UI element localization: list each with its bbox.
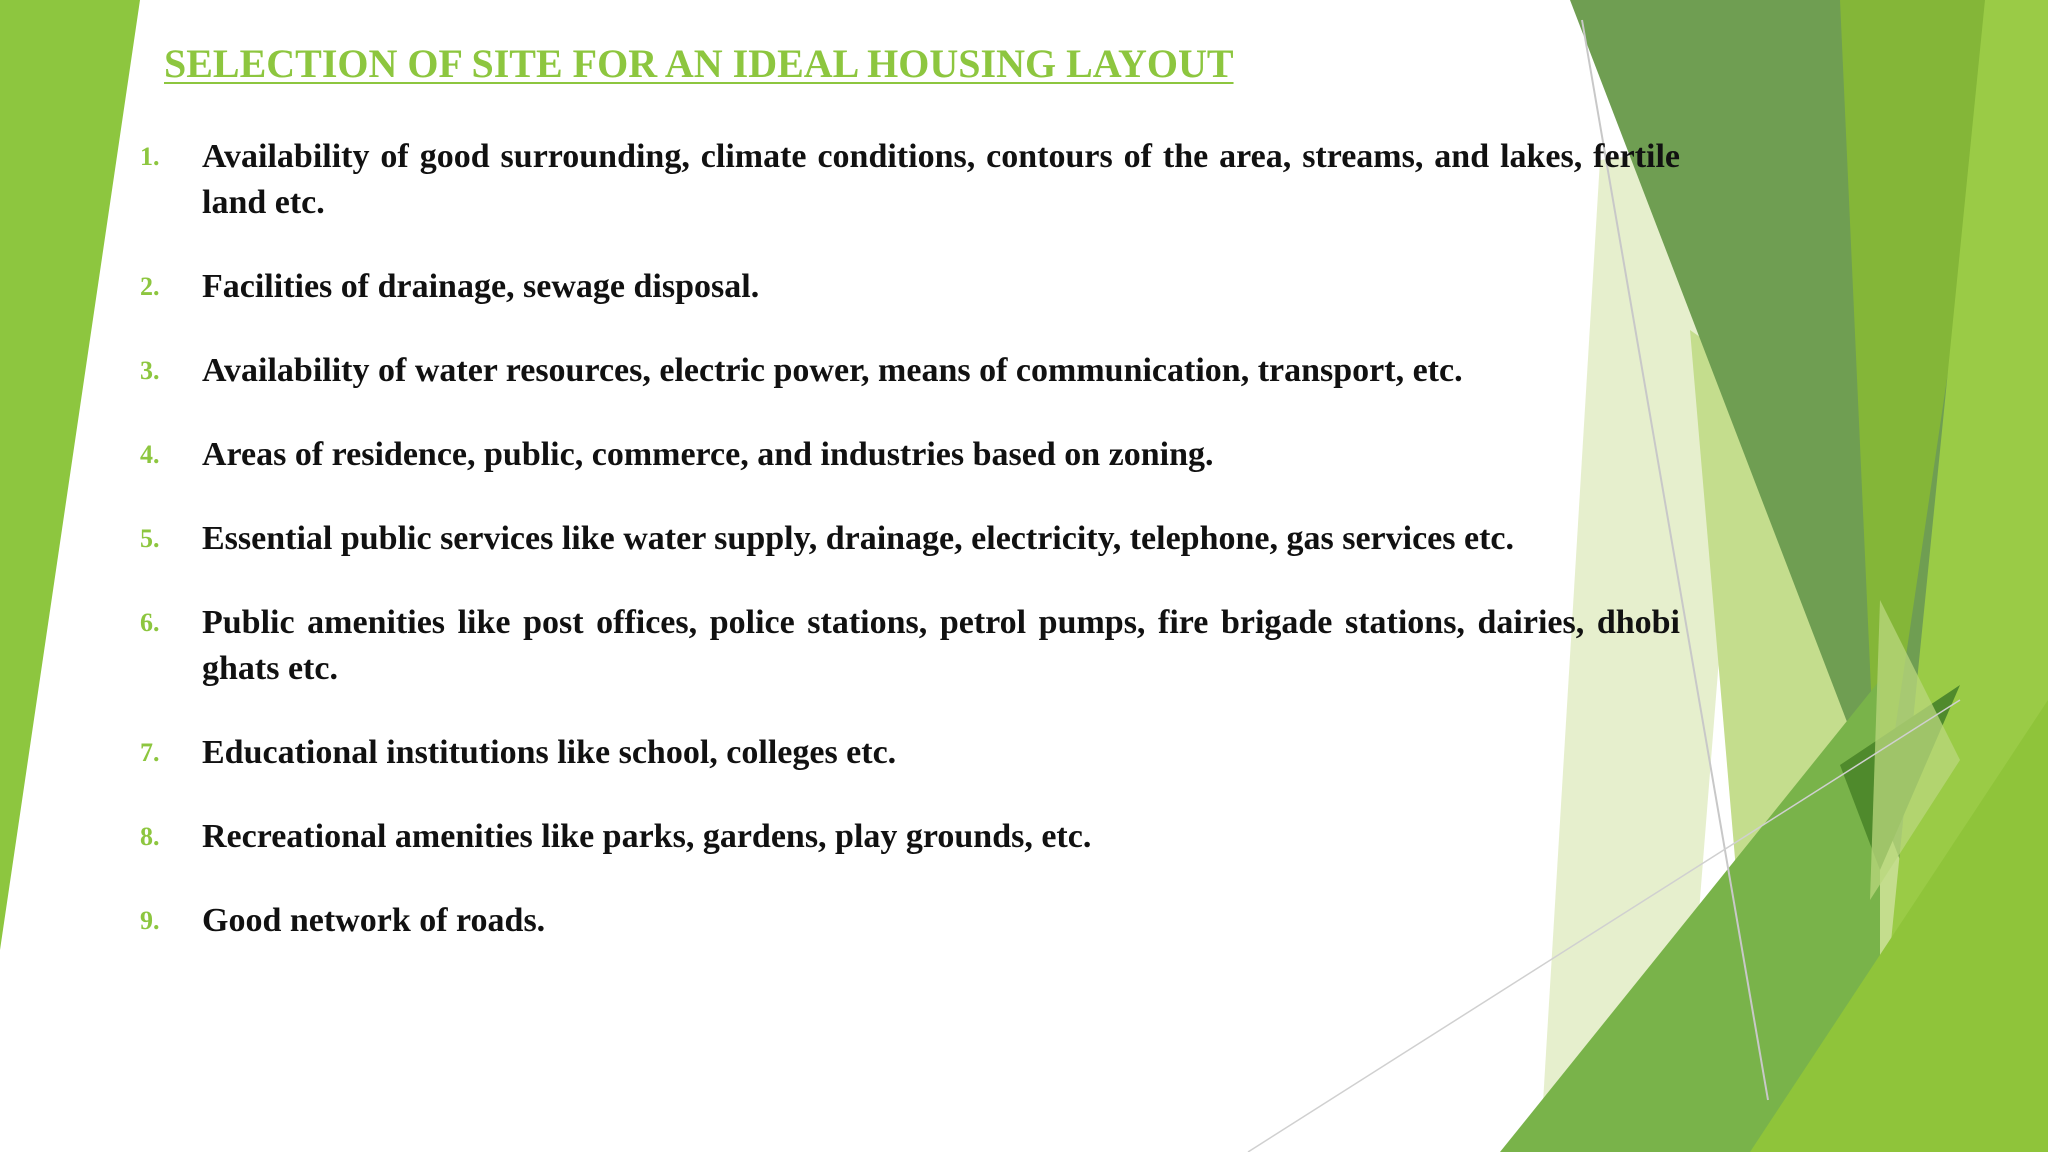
item-text: Availability of water resources, electric power, means of communication, transport, etc. xyxy=(202,352,1463,389)
item-number: 8. xyxy=(140,822,160,851)
item-text: Educational institutions like school, colleges etc. xyxy=(202,734,897,771)
left-green-triangle xyxy=(0,0,140,950)
list-item xyxy=(140,600,1680,692)
item-number: 1. xyxy=(140,142,160,171)
list-item xyxy=(140,730,1680,776)
list-item xyxy=(140,814,1680,860)
item-number: 4. xyxy=(140,440,160,469)
list-item xyxy=(140,264,1680,310)
item-number: 7. xyxy=(140,738,160,767)
list-item xyxy=(140,898,1680,944)
item-text: Availability of good surrounding, climate conditions, contours of the area, streams, and lakes, fertile land etc. xyxy=(202,138,1680,221)
list-item xyxy=(140,516,1680,562)
slide-title: SELECTION OF SITE FOR AN IDEAL HOUSING LAYOUT xyxy=(164,41,1234,86)
item-text: Essential public services like water supply, drainage, electricity, telephone, gas services etc. xyxy=(202,520,1514,557)
item-text: Recreational amenities like parks, gardens, play grounds, etc. xyxy=(202,818,1092,855)
item-number: 2. xyxy=(140,272,160,301)
item-number: 9. xyxy=(140,906,160,935)
list-item xyxy=(140,348,1680,394)
criteria-list xyxy=(140,134,1680,982)
item-text: Facilities of drainage, sewage disposal. xyxy=(202,268,760,305)
item-number: 5. xyxy=(140,524,160,553)
item-text: Areas of residence, public, commerce, and industries based on zoning. xyxy=(202,436,1214,473)
item-number: 3. xyxy=(140,356,160,385)
item-text: Good network of roads. xyxy=(202,902,546,939)
list-item xyxy=(140,134,1680,226)
item-number: 6. xyxy=(140,608,160,637)
list-item xyxy=(140,432,1680,478)
item-text: Public amenities like post offices, police stations, petrol pumps, fire brigade stations, dairies, dhobi ghats etc. xyxy=(202,604,1680,687)
